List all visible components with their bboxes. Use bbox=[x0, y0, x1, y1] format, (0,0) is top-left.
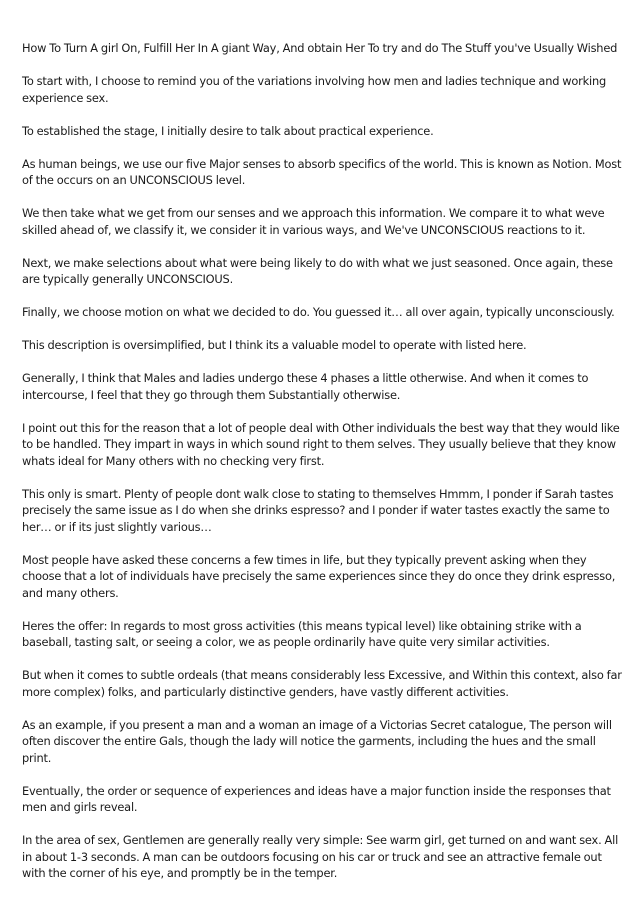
paragraph: Finally, we choose motion on what we decided to do. You guessed it… all over again, typically unconsciously. bbox=[22, 305, 615, 319]
paragraph: I point out this for the reason that a lot of people deal with Other individuals the best way that they would like to be handled. They impart in ways in which sound right to them selves. They usually believe that they know whats ideal for Many others with no checking very first. bbox=[22, 420, 620, 468]
paragraph: As human beings, we use our five Major senses to absorb specifics of the world. This is known as Notion. Most of the occurs on an UNCONSCIOUS level. bbox=[22, 156, 622, 187]
paragraph: We then take what we get from our senses and we approach this information. We compare it to what weve skilled ahead of, we classify it, we consider it in various ways, and We've UNCONSCIOUS reactions to it. bbox=[22, 206, 605, 237]
paragraph: In the area of sex, Gentlemen are generally really very simple: See warm girl, get turned on and want sex. All in about 1-3 seconds. A man can be outdoors focusing on his car or truck and see an attractive female out with the corner of his eye, and promptly be in the temper. bbox=[22, 833, 619, 880]
document-title: How To Turn A girl On, Fulfill Her In A giant Way, And obtain Her To try and do The Stuff you've Usually Wished bbox=[22, 41, 618, 55]
paragraph: Eventually, the order or sequence of experiences and ideas have a major function inside the responses that men and girls reveal. bbox=[22, 783, 611, 814]
paragraph: Heres the offer: In regards to most gross activities (this means typical level) like obtaining strike with a baseball, tasting salt, or seeing a color, we as people ordinarily have quite very similar activities. bbox=[22, 618, 582, 649]
paragraph: As an example, if you present a man and a woman an image of a Victorias Secret catalogue, The person will often discover the entire Gals, though the lady will notice the garments, including the hues and the small print. bbox=[22, 717, 612, 765]
paragraph: To established the stage, I initially desire to talk about practical experience. bbox=[22, 123, 434, 138]
paragraph: This description is oversimplified, but I think its a valuable model to operate with listed here. bbox=[22, 338, 527, 352]
paragraph: Generally, I think that Males and ladies undergo these 4 phases a little otherwise. And when it comes to intercourse, I feel that they go through them Substantially otherwise. bbox=[22, 371, 589, 402]
paragraph: Most people have asked these concerns a few times in life, but they typically prevent asking when they choose that a lot of individuals have precisely the same experiences since they do once they drink espresso, and many others. bbox=[22, 552, 616, 600]
paragraph: To start with, I choose to remind you of the variations involving how men and ladies technique and working experience sex. bbox=[22, 74, 607, 105]
document-body bbox=[22, 73, 622, 882]
paragraph: Next, we make selections about what were being likely to do with what we just seasoned. Once again, these are typically generally UNCONSCIOUS. bbox=[22, 255, 613, 286]
paragraph: But when it comes to subtle ordeals (that means considerably less Excessive, and Within this context, also far more complex) folks, and particularly distinctive genders, have vastly different activities. bbox=[22, 668, 622, 699]
paragraph: This only is smart. Plenty of people dont walk close to stating to themselves Hmmm, I ponder if Sarah tastes precisely the same issue as I do when she drinks espresso? and I ponder if water tastes exactly the same to her… or if its just slightly various… bbox=[22, 486, 614, 534]
